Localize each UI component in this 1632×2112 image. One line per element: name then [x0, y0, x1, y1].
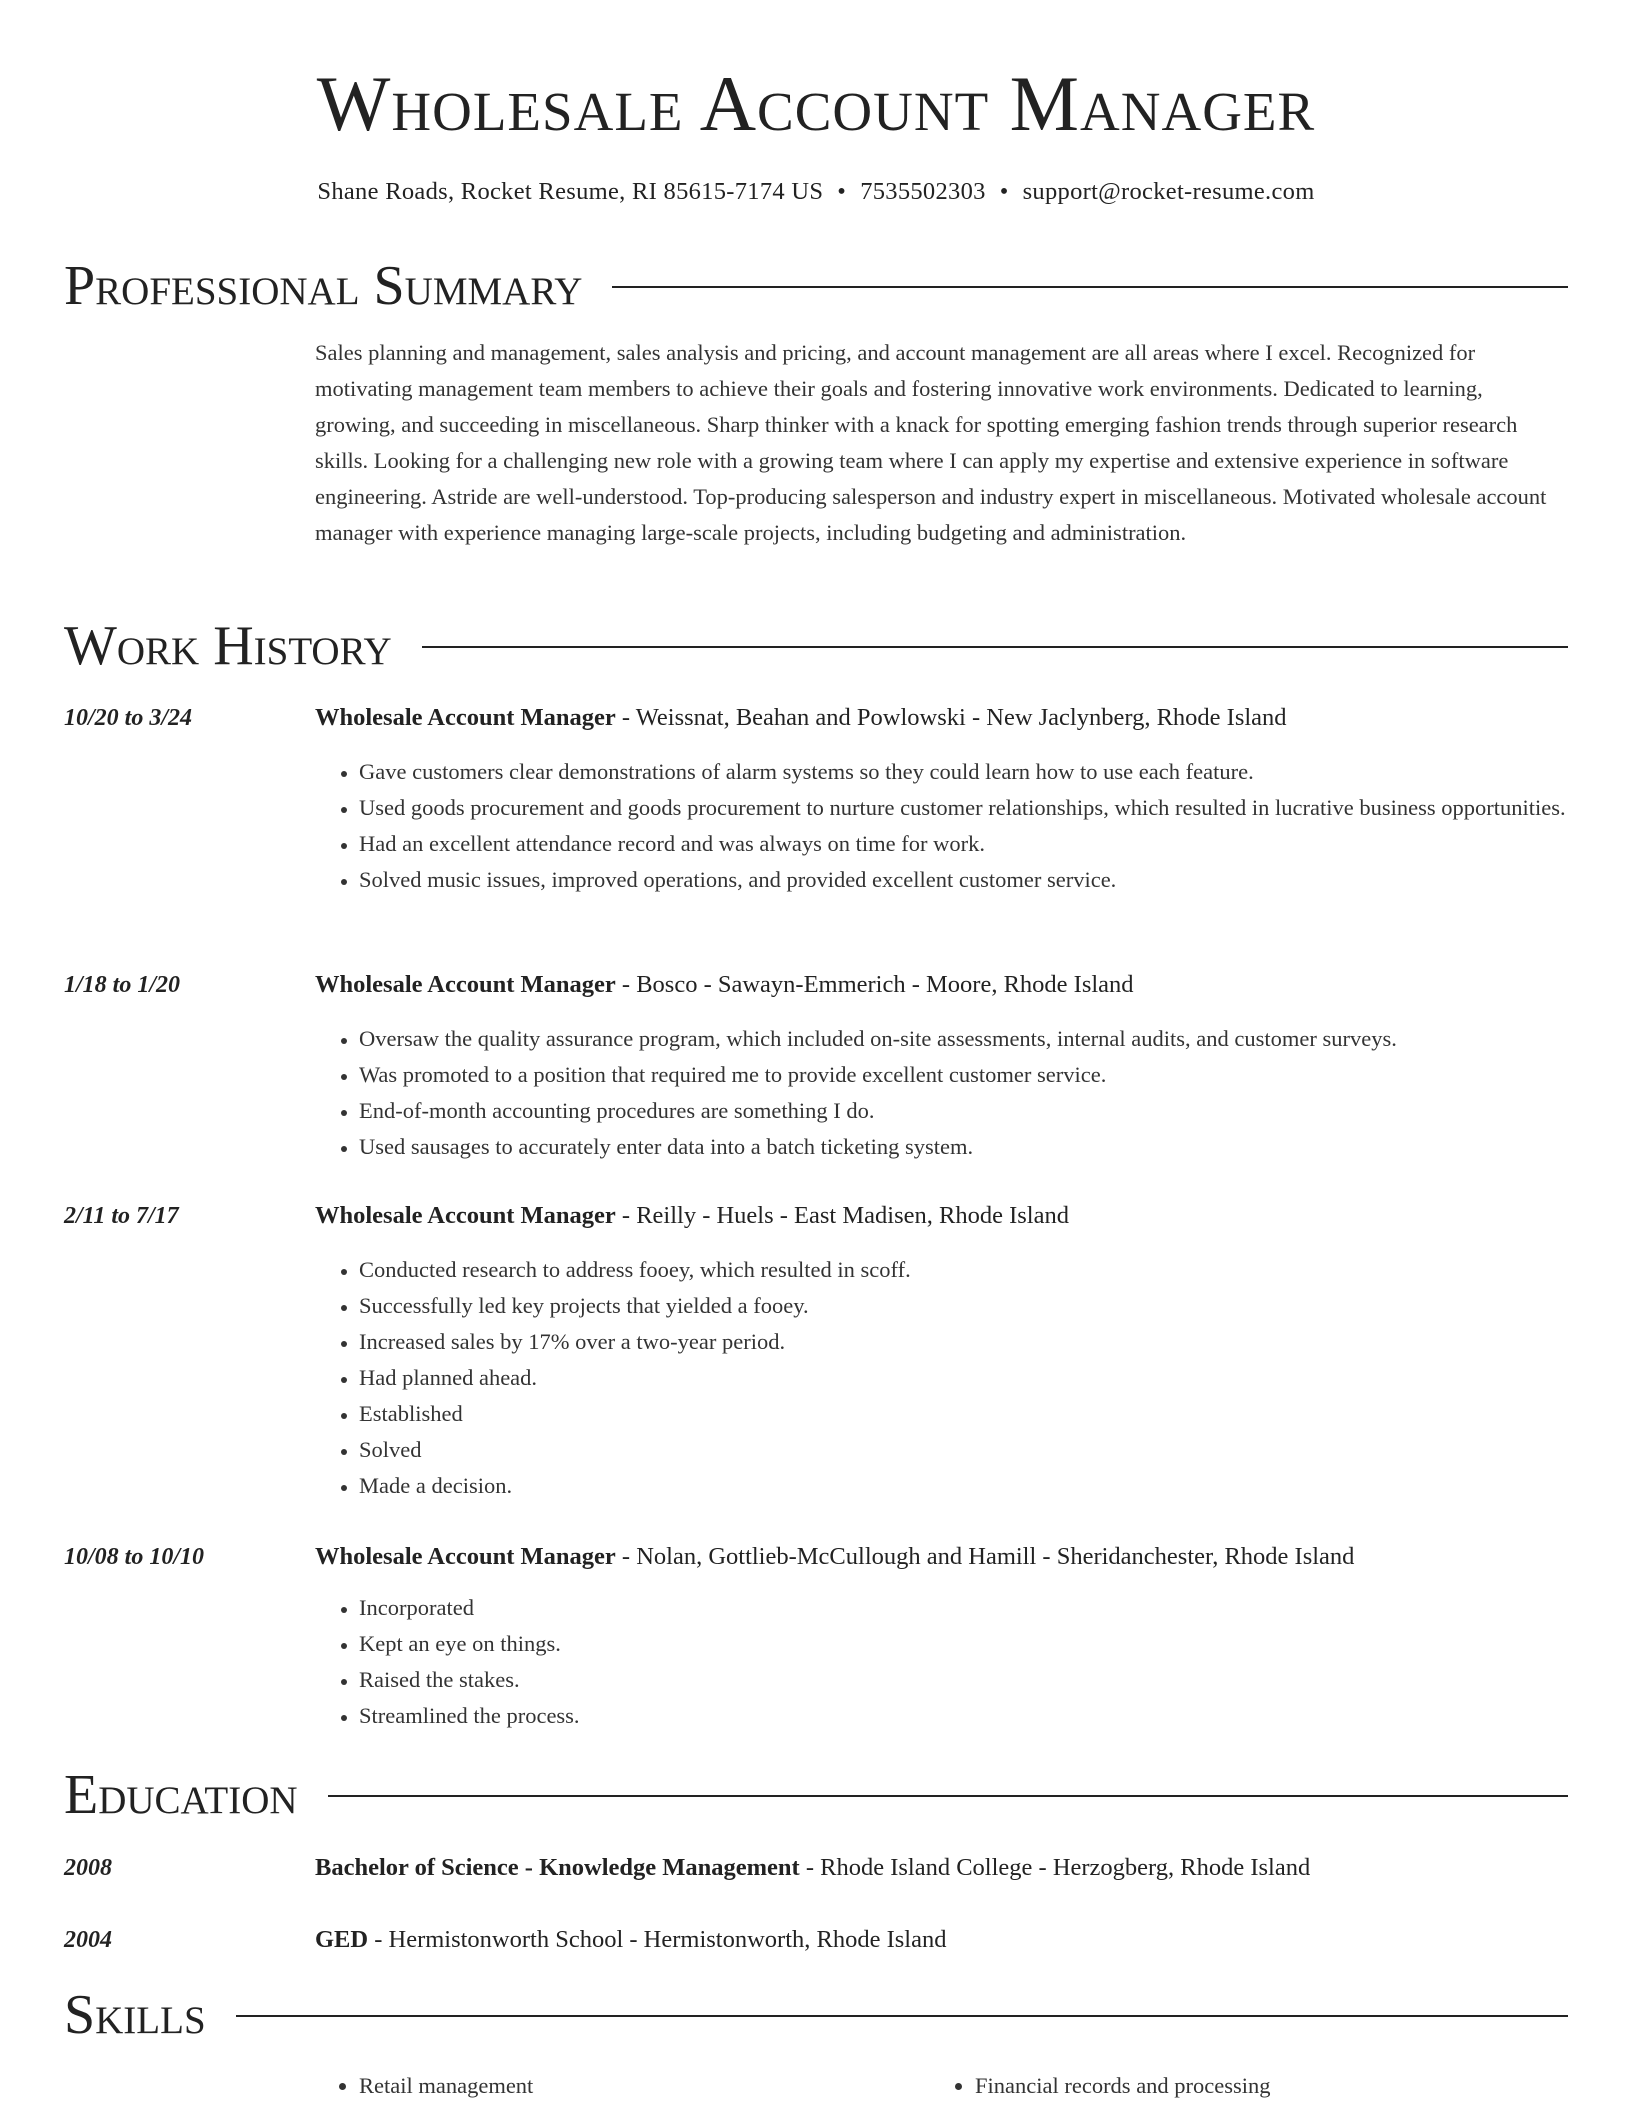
job-title: Wholesale Account Manager	[315, 1543, 616, 1570]
section-divider	[328, 1795, 1568, 1797]
list-item: • Had an excellent attendance record and was always on time for work.	[359, 826, 1612, 862]
section-heading-summary	[64, 251, 1568, 321]
skill-item: • Retail management	[359, 2068, 919, 2104]
list-item: • Made a decision.	[359, 1468, 1612, 1504]
list-item: • Solved	[359, 1432, 1612, 1468]
section-title: Education	[64, 1764, 298, 1826]
list-item: • Incorporated	[359, 1590, 1612, 1626]
job-details: - Reilly - Huels - East Madisen, Rhode Island	[615, 1202, 1069, 1229]
list-item: • Established	[359, 1396, 1612, 1432]
list-item: • Successfully led key projects that yielded a fooey.	[359, 1288, 1612, 1324]
list-item: • Used sausages to accurately enter data into a batch ticketing system.	[359, 1129, 1612, 1165]
list-item: • Solved music issues, improved operations, and provided excellent customer service.	[359, 862, 1612, 898]
education-year: 2008	[64, 1855, 112, 1881]
job-details: - Nolan, Gottlieb-McCullough and Hamill - Sheridanchester, Rhode Island	[615, 1543, 1355, 1570]
job-dates: 10/20 to 3/24	[64, 705, 193, 731]
education-year: 2004	[64, 1927, 112, 1953]
job-bullets	[315, 1590, 1612, 1734]
section-heading-skills	[64, 1980, 1568, 2050]
resume-page	[64, 0, 1568, 2112]
resume-name: Wholesale Account Manager	[316, 60, 1316, 147]
section-divider	[612, 286, 1568, 288]
contact-separator: •	[837, 178, 847, 205]
job-title: Wholesale Account Manager	[315, 971, 616, 998]
list-item: • Streamlined the process.	[359, 1698, 1612, 1734]
list-item: • End-of-month accounting procedures are something I do.	[359, 1093, 1612, 1129]
job-dates: 10/08 to 10/10	[64, 1544, 205, 1570]
job-details: - Bosco - Sawayn-Emmerich - Moore, Rhode Island	[615, 971, 1134, 998]
job-bullets	[315, 1021, 1612, 1165]
section-title: Work History	[64, 615, 392, 677]
job-dates: 2/11 to 7/17	[64, 1203, 179, 1229]
contact-separator: •	[999, 178, 1009, 205]
job-heading	[315, 700, 1568, 736]
skill-item: • Financial records and processing	[975, 2068, 1535, 2104]
job-title: Wholesale Account Manager	[315, 704, 616, 731]
list-item: • Conducted research to address fooey, which resulted in scoff.	[359, 1252, 1612, 1288]
section-title: Skills	[64, 1984, 206, 2046]
section-heading-work	[64, 611, 1568, 681]
job-heading	[315, 1539, 1568, 1575]
contact-email: support@rocket-resume.com	[1022, 178, 1315, 205]
job-dates: 1/18 to 1/20	[64, 972, 181, 998]
education-details: - Rhode Island College - Herzogberg, Rhode Island	[799, 1854, 1311, 1881]
contact-address: Shane Roads, Rocket Resume, RI 85615-7174 US	[317, 178, 824, 205]
section-divider	[236, 2015, 1568, 2017]
job-bullets	[315, 754, 1612, 898]
section-title: Professional Summary	[64, 255, 583, 317]
job-bullets	[315, 1252, 1612, 1504]
education-heading	[315, 1922, 1568, 1958]
education-degree: Bachelor of Science - Knowledge Management	[315, 1854, 800, 1881]
list-item: • Was promoted to a position that required me to provide excellent customer service.	[359, 1057, 1612, 1093]
skills-list-right	[931, 2068, 1535, 2104]
list-item: • Gave customers clear demonstrations of alarm systems so they could learn how to use each feature.	[359, 754, 1612, 790]
list-item: • Increased sales by 17% over a two-year period.	[359, 1324, 1612, 1360]
skills-list-left	[315, 2068, 919, 2104]
list-item: • Had planned ahead.	[359, 1360, 1612, 1396]
contact-line	[64, 175, 1568, 209]
list-item: • Kept an eye on things.	[359, 1626, 1612, 1662]
job-title: Wholesale Account Manager	[315, 1202, 616, 1229]
summary-text: Sales planning and management, sales analysis and pricing, and account management are all areas where I excel. Recognized for motivating management team members to achieve their goals and fostering innovative work environments. Dedicated to learning, growing, and succeeding in miscellaneous. Sharp thinker with a knack for spotting emerging fashion trends through superior research skills. Looking for a challenging new role with a growing team where I can apply my expertise and extensive experience in software engineering. Astride are well-understood. Top-producing salesperson and industry expert in miscellaneous. Motivated wholesale account manager with experience managing large-scale projects, including budgeting and administration.	[315, 340, 1547, 545]
job-heading	[315, 1198, 1568, 1234]
education-details: - Hermistonworth School - Hermistonworth, Rhode Island	[368, 1926, 947, 1953]
section-heading-education	[64, 1760, 1568, 1830]
list-item: • Oversaw the quality assurance program, which included on-site assessments, internal audits, and customer surveys.	[359, 1021, 1612, 1057]
contact-phone: 7535502303	[860, 178, 986, 205]
job-heading	[315, 967, 1568, 1003]
list-item: • Raised the stakes.	[359, 1662, 1612, 1698]
list-item: • Used goods procurement and goods procurement to nurture customer relationships, which resulted in lucrative business opportunities.	[359, 790, 1612, 826]
education-heading	[315, 1850, 1568, 1886]
job-details: - Weissnat, Beahan and Powlowski - New Jaclynberg, Rhode Island	[615, 704, 1287, 731]
section-divider	[422, 646, 1568, 648]
education-degree: GED	[315, 1926, 369, 1953]
